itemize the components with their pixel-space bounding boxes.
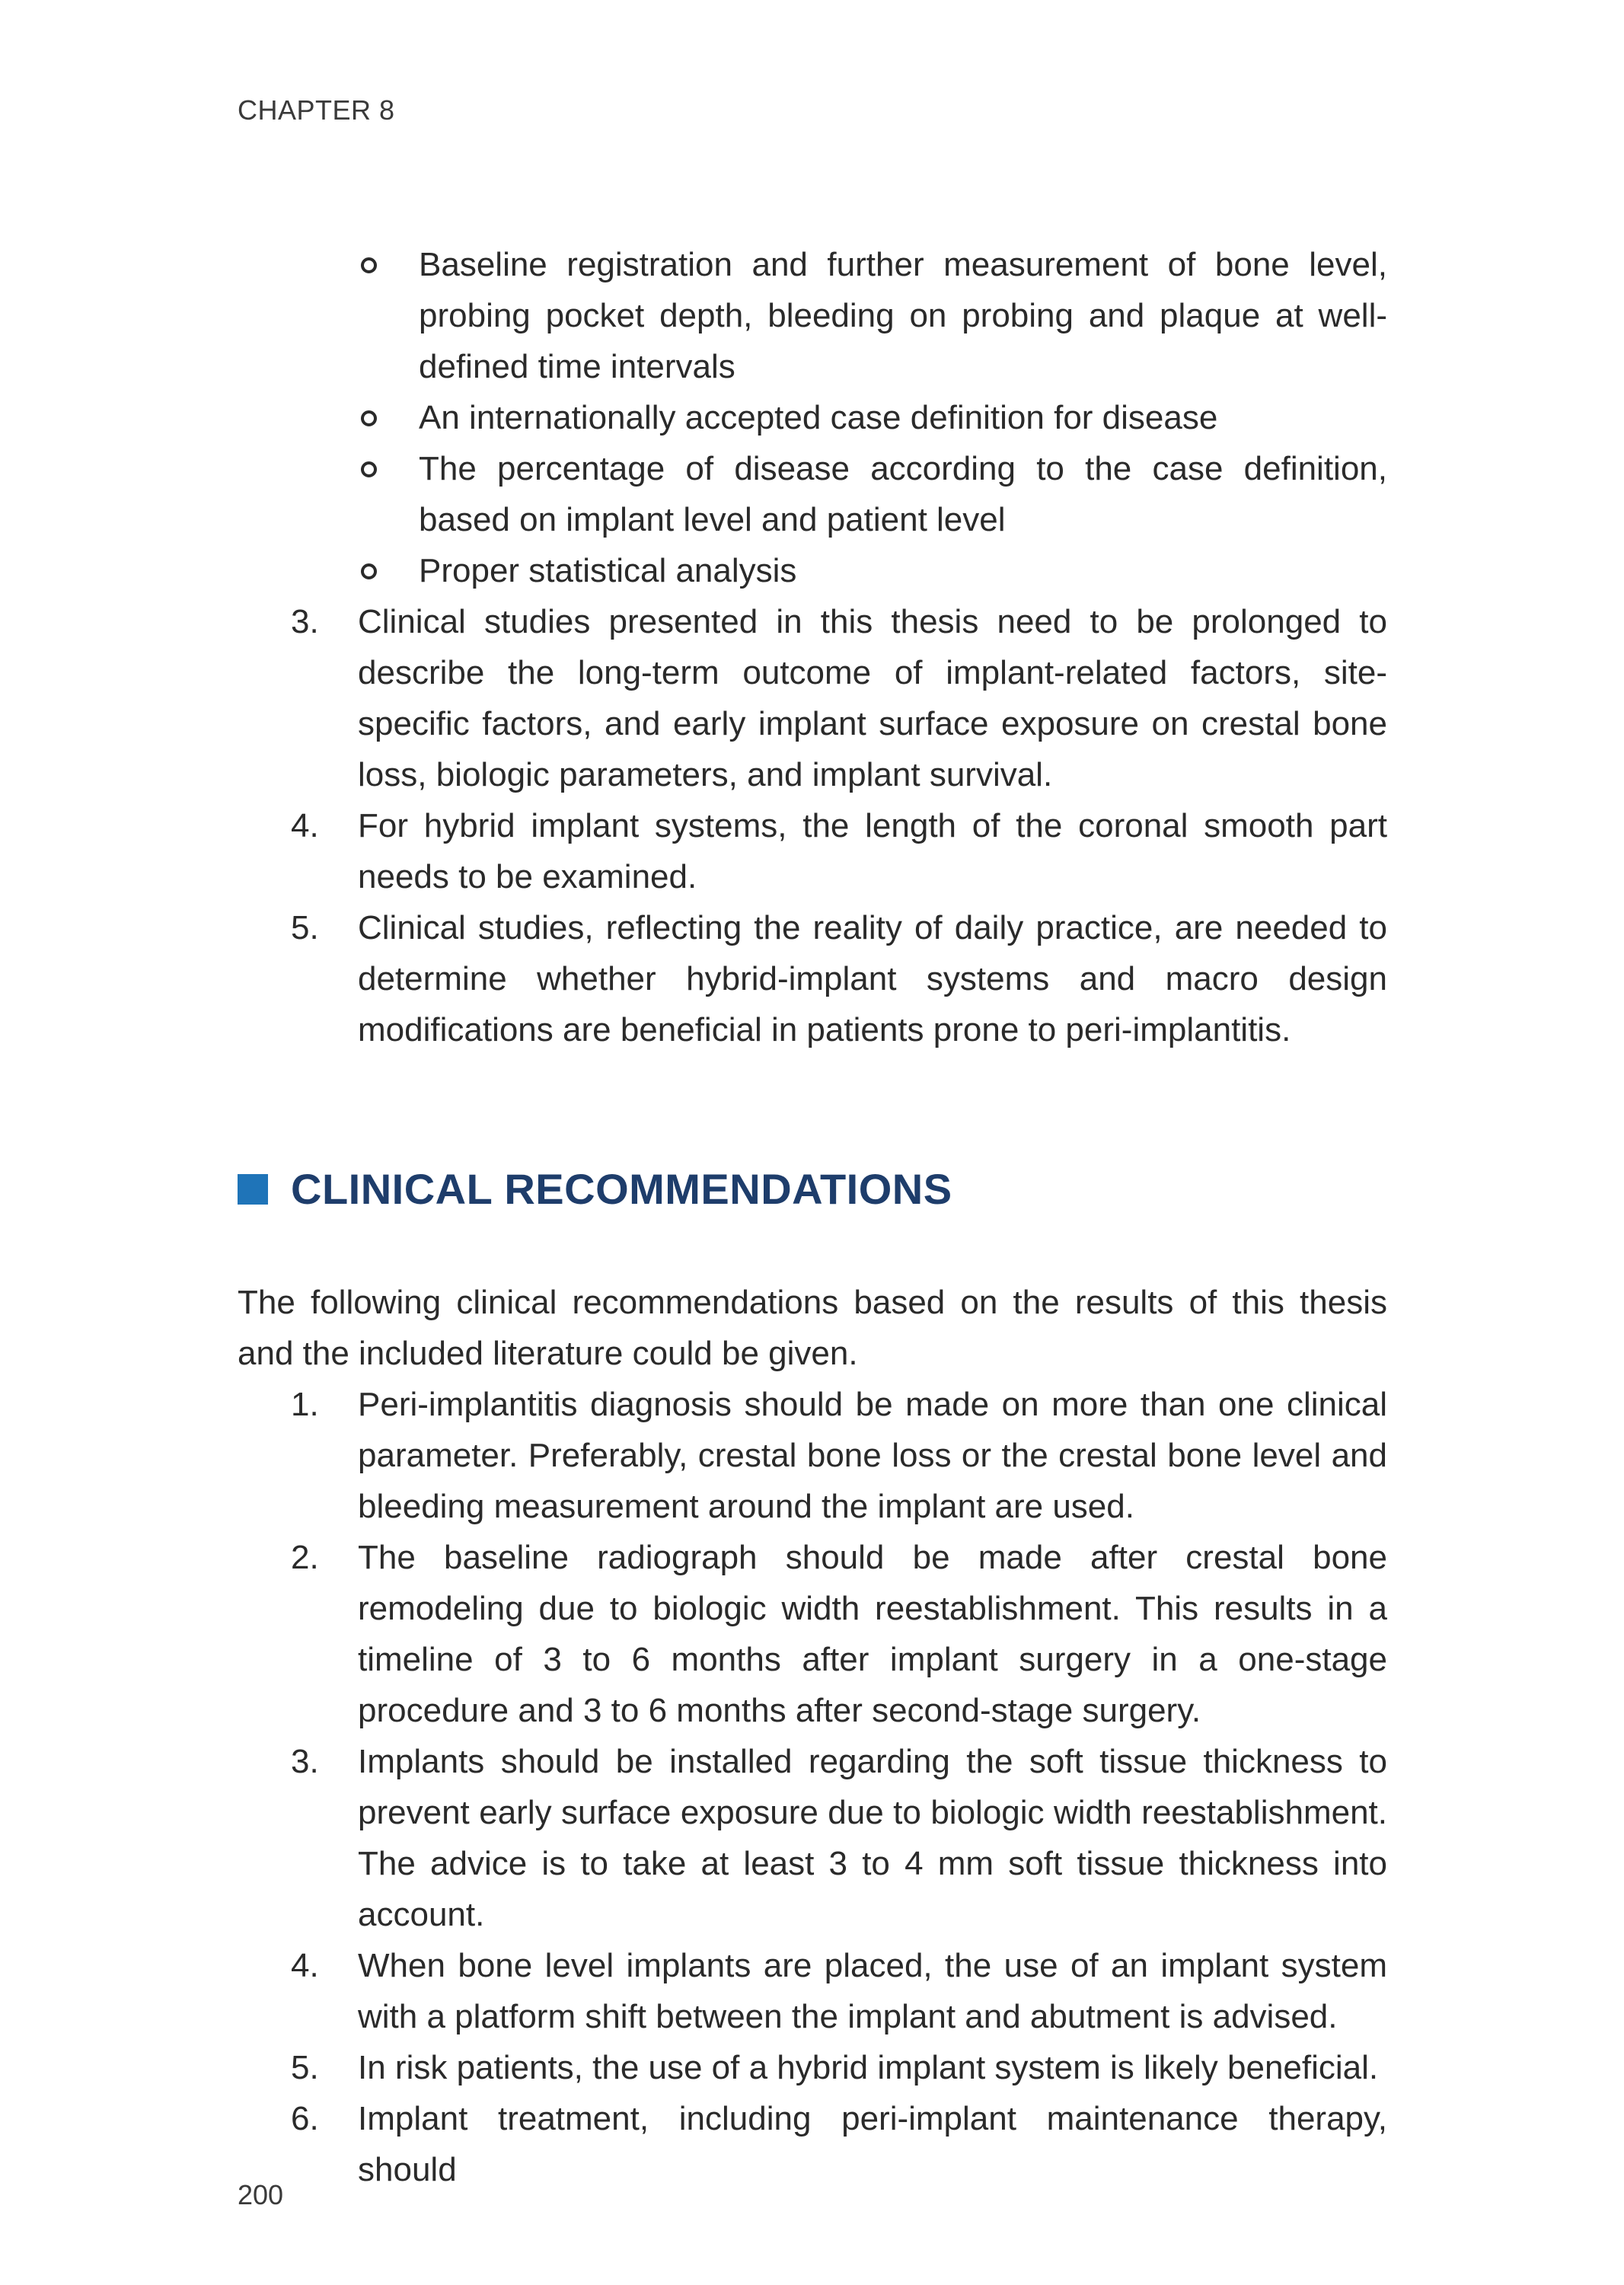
list-item-number: 5. [291,909,319,946]
list-item-text: Proper statistical analysis [419,552,797,589]
list-item [238,1940,1387,2042]
list-item [238,2093,1387,2195]
list-item [238,239,1387,392]
list-item-text: Clinical studies presented in this thesis need to be prolonged to describe the long-term outcome of implant-related factors, site-specific factors, and early implant surface exposure on crestal bone loss, biologic parameters, and implant survival. [358,603,1387,793]
circle-bullet-icon [358,443,419,494]
list-item-text: For hybrid implant systems, the length of the coronal smooth part needs to be examined. [358,807,1387,895]
list-item-text: Implant treatment, including peri-implant maintenance therapy, should [358,2100,1387,2188]
list-item-text: Implants should be installed regarding the soft tissue thickness to prevent early surface exposure due to biologic width reestablishment. The advice is to take at least 3 to 4 mm soft tissue thickness into account. [358,1743,1387,1933]
list-item-text: Baseline registration and further measurement of bone level, probing pocket depth, bleeding on probing and plaque at well-defined time intervals [419,246,1387,385]
list-item [238,2042,1387,2093]
section-heading [238,1163,1387,1214]
list-item [238,596,1387,800]
list-item-number: 3. [291,603,319,640]
list-item [238,800,1387,902]
list-item [238,1736,1387,1940]
research-numbered-list [238,596,1387,1055]
list-item-number: 4. [291,1947,319,1984]
list-item [238,443,1387,545]
list-item-number: 2. [291,1539,319,1576]
bullet-list [238,239,1387,596]
section-heading-text: CLINICAL RECOMMENDATIONS [291,1165,952,1213]
list-item [238,1379,1387,1532]
circle-bullet-icon [358,545,419,596]
list-item-text: The percentage of disease according to the case definition, based on implant level and patient level [419,450,1387,538]
circle-bullet-icon [358,392,419,443]
list-item-text: The baseline radiograph should be made after crestal bone remodeling due to biologic width reestablishment. This results in a timeline of 3 to 6 months after implant surgery in a one-stage procedure and 3 to 6 months after second-stage surgery. [358,1539,1387,1729]
list-item-number: 1. [291,1386,319,1423]
list-item-text: Clinical studies, reflecting the reality of daily practice, are needed to determine whether hybrid-implant systems and macro design modifications are beneficial in patients prone to peri-implantitis. [358,909,1387,1048]
list-item [238,1532,1387,1736]
page-body [238,239,1387,2195]
list-item-text: When bone level implants are placed, the use of an implant system with a platform shift between the implant and abutment is advised. [358,1947,1387,2035]
square-marker-icon [238,1174,268,1205]
list-item-number: 6. [291,2100,319,2137]
list-item [238,392,1387,443]
list-item-text: Peri-implantitis diagnosis should be made on more than one clinical parameter. Preferably, crestal bone loss or the crestal bone level and bleeding measurement around the implant are used. [358,1386,1387,1525]
list-item-number: 4. [291,807,319,844]
list-item-text: An internationally accepted case definition for disease [419,399,1218,436]
list-item [238,545,1387,596]
recommendations-list [238,1379,1387,2195]
list-item [238,902,1387,1055]
page-number: 200 [238,2179,284,2210]
circle-bullet-icon [358,239,419,290]
list-item-text: In risk patients, the use of a hybrid implant system is likely beneficial. [358,2049,1379,2086]
list-item-number: 5. [291,2049,319,2086]
running-head: CHAPTER 8 [238,94,395,126]
intro-paragraph: The following clinical recommendations based on the results of this thesis and the included literature could be given. [238,1284,1387,1372]
list-item-number: 3. [291,1743,319,1780]
